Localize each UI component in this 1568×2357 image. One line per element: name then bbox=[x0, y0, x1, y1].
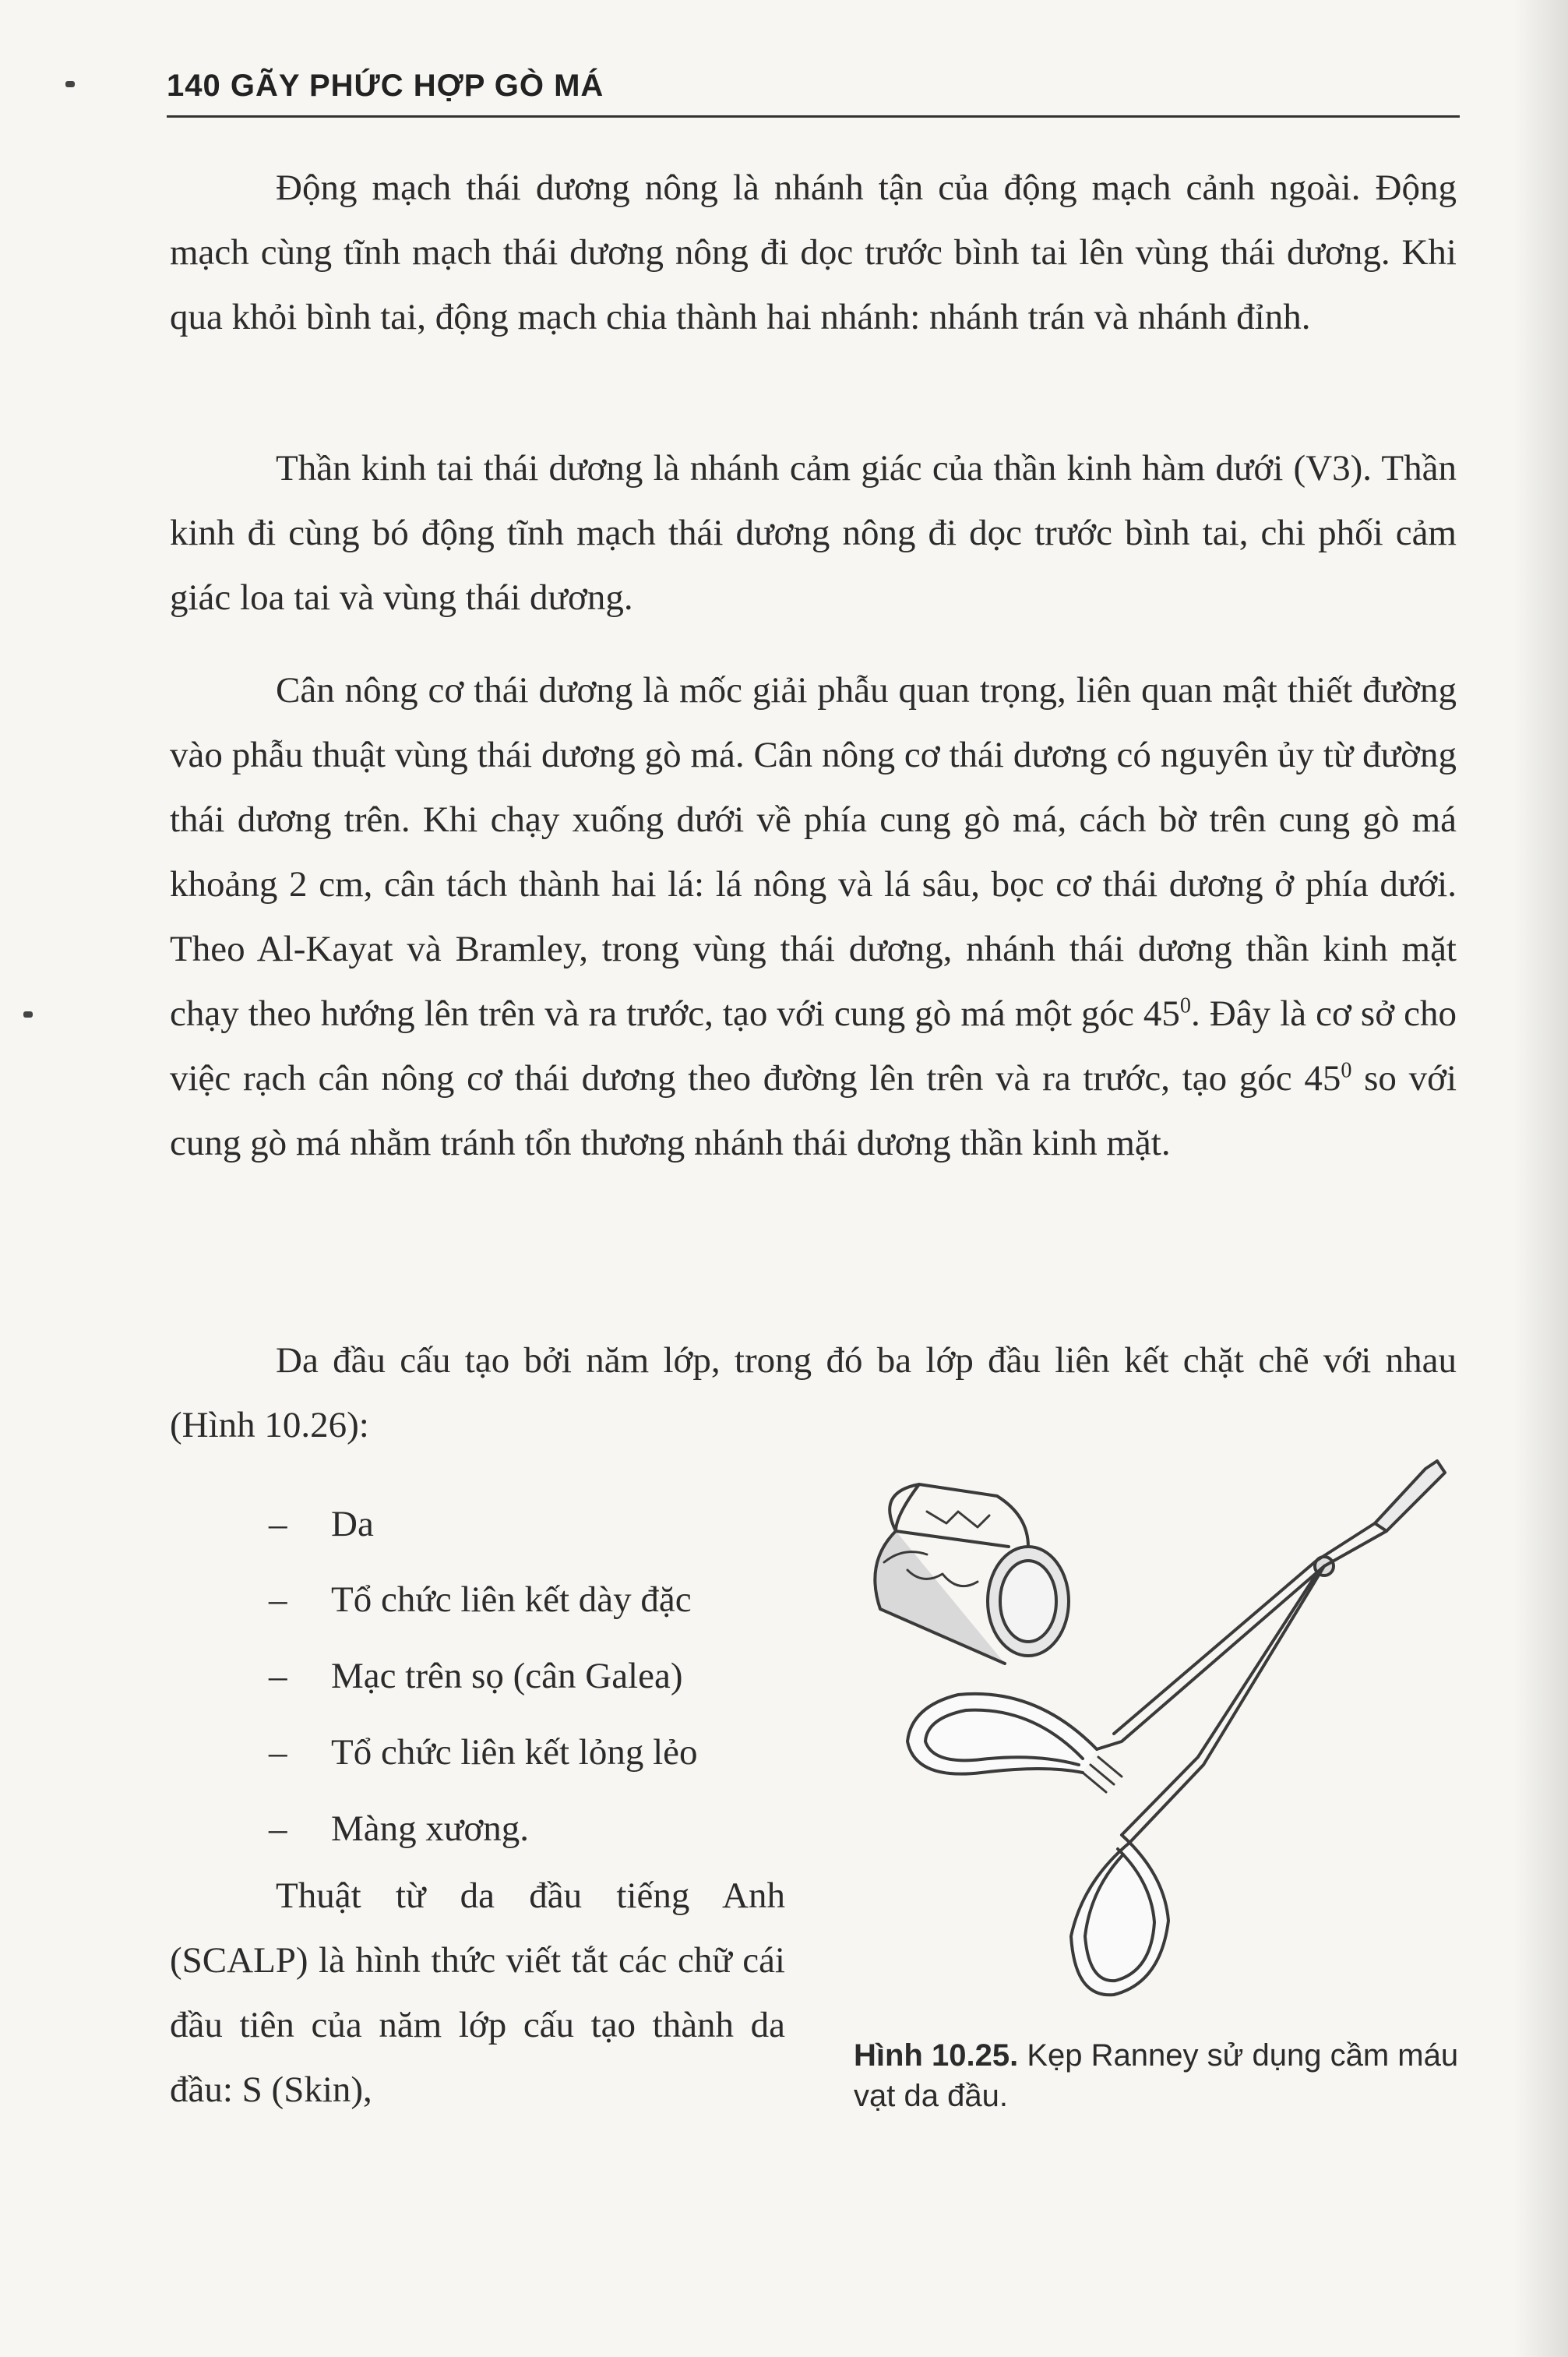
list-item: – Tổ chức liên kết dày đặc bbox=[269, 1579, 692, 1620]
list-item: – Màng xương. bbox=[269, 1808, 529, 1849]
paragraph-temporal-fascia: Cân nông cơ thái dương là mốc giải phẫu quan trọng, liên quan mật thiết đường vào phẫu thuật vùng thái dương gò má. Cân nông cơ thái dương có nguyên ủy từ đường thái dương trên. Khi chạy xuống dưới về phía cung gò má, cách bờ trên cung gò má khoảng 2 cm, cân tách thành hai lá: lá nông và lá sâu, bọc cơ thái dương ở phía dưới. Theo Al-Kayat và Bramley, trong vùng thái dương, nhánh thái dương thần kinh mặt chạy theo hướng lên trên và ra trước, tạo với cung gò má một góc $45^0$. Đây là cơ sở cho việc rạch cân nông cơ thái dương theo đường lên trên và ra trước, tạo góc $45^0$ so với cung gò má nhằm tránh tổn thương nhánh thái dương thần kinh mặt. bbox=[170, 670, 1457, 1163]
paragraph-auriculotemporal-nerve: Thần kinh tai thái dương là nhánh cảm giác của thần kinh hàm dưới (V3). Thần kinh đi cùng bó động tĩnh mạch thái dương nông đi dọc trước bình tai, chi phối cảm giác loa tai và vùng thái dương. bbox=[170, 448, 1457, 618]
list-item: – Da bbox=[269, 1504, 374, 1544]
running-header bbox=[167, 69, 604, 104]
list-item: – Mạc trên sọ (cân Galea) bbox=[269, 1656, 683, 1696]
figure-label: Hình 10.25. bbox=[854, 2038, 1019, 2073]
header-rule bbox=[167, 115, 1460, 118]
chapter-title: GÃY PHỨC HỢP GÒ MÁ bbox=[230, 69, 604, 103]
list-item: – Tổ chức liên kết lỏng lẻo bbox=[269, 1732, 698, 1773]
figure-caption: Hình 10.25. Kẹp Ranney sử dụng cầm máu vạt da đầu. bbox=[854, 2038, 1459, 2113]
scan-mark bbox=[65, 81, 75, 87]
paragraph-scalp-layers: Da đầu cấu tạo bởi năm lớp, trong đó ba lớp đầu liên kết chặt chẽ với nhau (Hình 10.26): bbox=[170, 1340, 1457, 1445]
ranney-clip-forceps-illustration bbox=[849, 1438, 1464, 2045]
paragraph-temporal-artery: Động mạch thái dương nông là nhánh tận của động mạch cảnh ngoài. Động mạch cùng tĩnh mạch thái dương nông đi dọc trước bình tai lên vùng thái dương. Khi qua khỏi bình tai, động mạch chia thành hai nhánh: nhánh trán và nhánh đỉnh. bbox=[170, 168, 1457, 337]
page-number: 140 bbox=[167, 69, 221, 103]
scan-mark bbox=[23, 1011, 33, 1018]
paragraph-scalp-acronym: Thuật từ da đầu tiếng Anh (SCALP) là hình thức viết tắt các chữ cái đầu tiên của năm lớp cấu tạo thành da đầu: S (Skin), bbox=[170, 1875, 785, 2110]
page-edge-shadow bbox=[1513, 0, 1568, 2357]
